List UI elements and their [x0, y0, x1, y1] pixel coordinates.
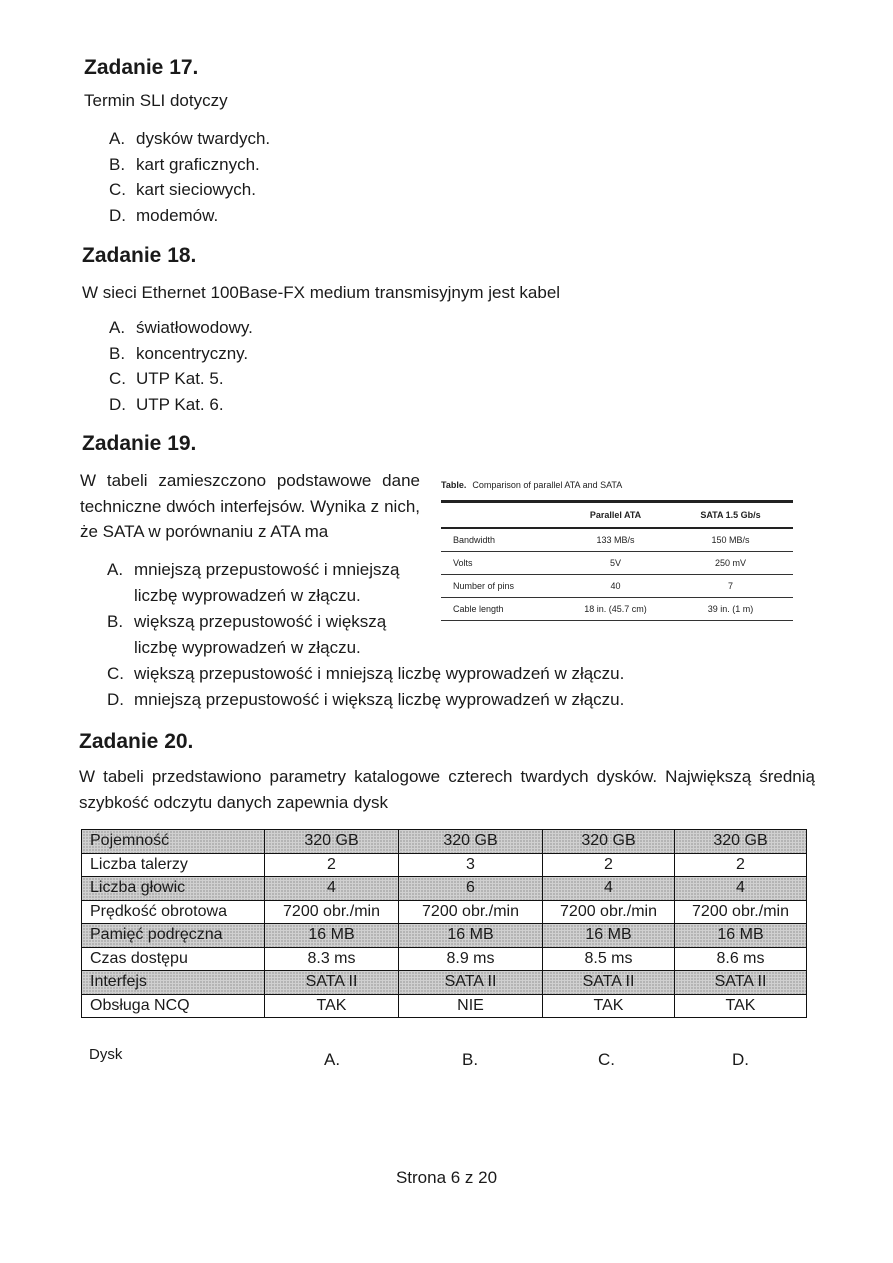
task-19-title: Zadanie 19. [82, 432, 197, 455]
task-18-title: Zadanie 18. [82, 244, 197, 267]
disk-option-b[interactable]: B. [462, 1050, 479, 1069]
option-c[interactable]: C. UTP Kat. 5. [109, 369, 224, 389]
table-row: Interfejs SATA II SATA II SATA II SATA II [82, 971, 807, 995]
task-19-question: W tabeli zamieszczono podstawowe dane techniczne dwóch interfejsów. Wynika z nich, że SATA w porównaniu z ATA ma [80, 471, 420, 541]
task-17-title: Zadanie 17. [84, 56, 199, 79]
table-row: Pamięć podręczna 16 MB 16 MB 16 MB 16 MB [82, 924, 807, 948]
ata-sata-comparison-table [441, 478, 793, 621]
option-a[interactable]: A. dysków twardych. [109, 129, 271, 148]
disk-parameters-table [81, 829, 807, 1018]
task-20-question: W tabeli przedstawiono parametry katalogowe czterech twardych dysków. Największą średnią szybkość odczytu danych zapewnia dysk [79, 767, 815, 812]
option-a[interactable]: A. mniejszą przepustowość i mniejszą liczbę wyprowadzeń w złączu. [107, 560, 400, 605]
table-row: Obsługa NCQ TAK NIE TAK TAK [82, 994, 807, 1018]
option-c[interactable]: C. kart sieciowych. [109, 180, 256, 200]
table-row: Pojemność 320 GB 320 GB 320 GB 320 GB [82, 830, 807, 854]
disk-option-d[interactable]: D. [732, 1050, 749, 1069]
option-b[interactable]: B. większą przepustowość i większą liczbę wyprowadzeń w złączu. [107, 612, 387, 657]
option-b[interactable]: B. kart graficznych. [109, 154, 260, 174]
task-17-question: Termin SLI dotyczy [84, 91, 228, 110]
table-row: Liczba głowic 4 6 4 4 [82, 877, 807, 901]
disk-option-c[interactable]: C. [598, 1050, 615, 1069]
disk-option-a[interactable]: A. [324, 1050, 341, 1069]
table-row: Liczba talerzy 2 3 2 2 [82, 853, 807, 877]
table-caption: Table. Comparison of parallel ATA and SATA [441, 480, 623, 490]
page-number-footer: Strona 6 z 20 [395, 1168, 498, 1187]
option-b[interactable]: B. koncentryczny. [109, 343, 249, 363]
disk-label: Dysk [89, 1046, 123, 1063]
task-18-question: W sieci Ethernet 100Base-FX medium transmisyjnym jest kabel [82, 283, 561, 302]
disk-answer-row [0, 1044, 893, 1070]
option-d[interactable]: D. modemów. [109, 206, 219, 226]
option-d[interactable]: D. mniejszą przepustowość i większą liczbę wyprowadzeń w złączu. [107, 690, 625, 709]
option-c[interactable]: C. większą przepustowość i mniejszą liczbę wyprowadzeń w złączu. [107, 664, 625, 683]
table-row: Bandwidth 133 MB/s 150 MB/s [441, 529, 793, 552]
option-a[interactable]: A. światłowodowy. [109, 318, 253, 337]
table-row: Volts 5V 250 mV [441, 552, 793, 575]
table-row: Czas dostępu 8.3 ms 8.9 ms 8.5 ms 8.6 ms [82, 947, 807, 971]
table-row: Number of pins 40 7 [441, 575, 793, 598]
table-row: Prędkość obrotowa 7200 obr./min 7200 obr./min 7200 obr./min 7200 obr./min [82, 900, 807, 924]
table-header-row: Parallel ATA SATA 1.5 Gb/s [441, 503, 793, 529]
option-d[interactable]: D. UTP Kat. 6. [109, 395, 224, 415]
task-20-title: Zadanie 20. [79, 730, 194, 753]
task-17-options [109, 126, 270, 229]
table-row: Cable length 18 in. (45.7 cm) 39 in. (1 m) [441, 598, 793, 621]
task-18-options [109, 315, 253, 418]
